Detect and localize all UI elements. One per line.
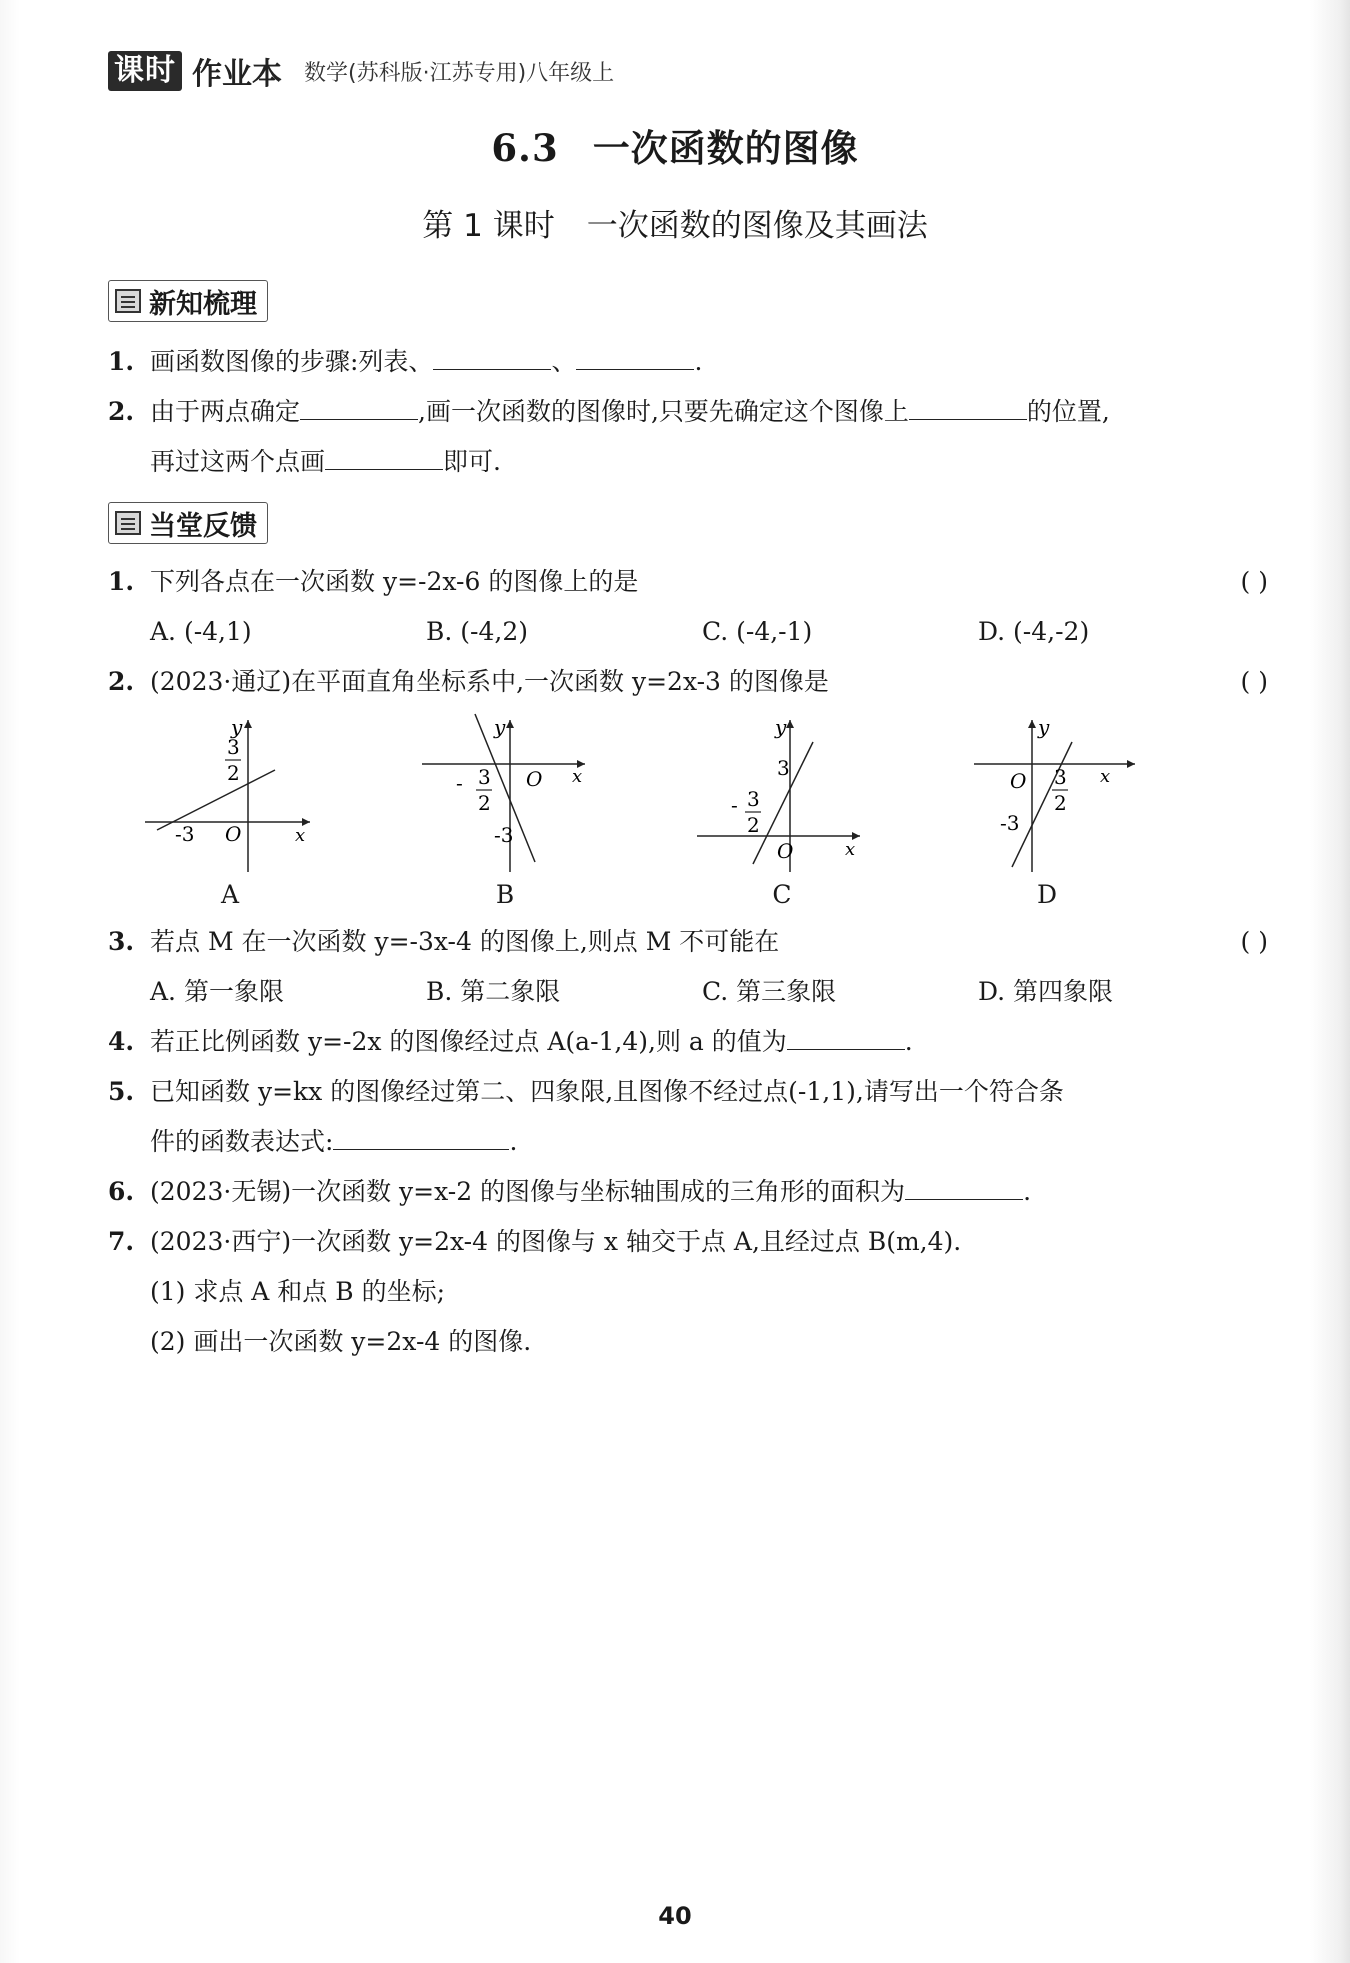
option-a[interactable]: A. (-4,1) [150, 617, 252, 646]
frac-den: 2 [478, 791, 491, 815]
y-arrow-icon [506, 720, 514, 728]
option-a[interactable]: A. 第一象限 [150, 977, 284, 1006]
frac-num: 3 [747, 787, 760, 811]
brand-logo: 课时 [108, 51, 182, 91]
question-text: 即可. [443, 447, 501, 476]
question-text: 再过这两个点画 [150, 447, 326, 476]
tick-label: -3 [494, 823, 514, 847]
page-number: 40 [658, 1902, 692, 1930]
question-text: ,画一次函数的图像时,只要先确定这个图像上 [418, 397, 909, 426]
origin-label: O [526, 767, 543, 791]
question-text: 下列各点在一次函数 y=-2x-6 的图像上的是 [150, 567, 639, 596]
x-label: x [1100, 766, 1111, 787]
review-section-label: 新知梳理 [149, 288, 257, 320]
origin-label: O [1010, 769, 1027, 793]
feedback-q3 [108, 922, 1268, 962]
option-d[interactable]: D. (-4,-2) [978, 617, 1090, 646]
option-b[interactable]: B. (-4,2) [426, 617, 528, 646]
graph-line [157, 770, 275, 830]
sub-question-text: (2) 画出一次函数 y=2x-4 的图像. [150, 1327, 532, 1356]
period: . [1023, 1177, 1032, 1206]
answer-blank[interactable] [576, 343, 694, 370]
question-number: 7. [108, 1227, 135, 1256]
y-label: y [494, 715, 506, 739]
period: . [904, 1027, 913, 1056]
feedback-q7 [108, 1222, 1268, 1262]
brand-text: 作业本 [192, 57, 282, 92]
x-label: x [845, 839, 856, 860]
question-text: (2023·通辽)在平面直角坐标系中,一次函数 y=2x-3 的图像是 [150, 667, 829, 696]
question-text: 若正比例函数 y=-2x 的图像经过点 A(a-1,4),则 a 的值为 [150, 1027, 787, 1056]
tick-label: -3 [1000, 811, 1020, 835]
option-b[interactable]: B. 第二象限 [426, 977, 561, 1006]
lesson-title-text: 一次函数的图像及其画法 [586, 208, 928, 244]
question-text: 的位置, [1026, 397, 1110, 426]
feedback-q5 [108, 1072, 1268, 1112]
question-text: 件的函数表达式: [150, 1127, 334, 1156]
feedback-q6 [108, 1172, 1268, 1212]
option-d[interactable]: D. 第四象限 [978, 977, 1114, 1006]
question-number: 2. [108, 667, 135, 696]
review-q2 [108, 392, 1268, 432]
graph-b[interactable] [420, 712, 590, 882]
feedback-q5-cont [108, 1122, 1310, 1162]
feedback-section-label: 当堂反馈 [149, 510, 257, 542]
graph-d-label: D [1036, 880, 1058, 909]
question-number: 3. [108, 927, 135, 956]
minus-sign: - [456, 771, 463, 795]
answer-blank[interactable] [909, 393, 1027, 420]
answer-blank[interactable] [300, 393, 418, 420]
question-text: 已知函数 y=kx 的图像经过第二、四象限,且图像不经过点(-1,1),请写出一个符合条 [150, 1077, 1064, 1106]
answer-blank[interactable] [905, 1173, 1023, 1200]
answer-parentheses[interactable]: ( ) [1240, 667, 1268, 696]
question-text: 由于两点确定 [150, 397, 301, 426]
option-c[interactable]: C. (-4,-1) [702, 617, 813, 646]
review-q2-cont [108, 442, 1310, 482]
option-c[interactable]: C. 第三象限 [702, 977, 837, 1006]
frac-den: 2 [747, 813, 760, 837]
graph-a-label: A [220, 880, 240, 909]
y-label: y [231, 715, 243, 739]
answer-parentheses[interactable]: ( ) [1240, 927, 1268, 956]
minus-sign: - [731, 793, 738, 817]
answer-blank[interactable] [433, 343, 551, 370]
lesson-title [0, 200, 1350, 245]
section-title-text: 一次函数的图像 [592, 126, 859, 170]
question-text: (2023·西宁)一次函数 y=2x-4 的图像与 x 轴交于点 A,且经过点 B(m,4). [150, 1227, 962, 1256]
graph-d[interactable] [970, 712, 1140, 882]
tick-label: 3 [777, 756, 790, 780]
feedback-q2 [108, 662, 1268, 702]
frac-den: 2 [227, 761, 240, 785]
feedback-q7-sub2 [108, 1322, 1310, 1362]
answer-blank[interactable] [787, 1023, 905, 1050]
y-arrow-icon [244, 720, 252, 728]
frac-num: 3 [478, 765, 491, 789]
question-number: 5. [108, 1077, 135, 1106]
feedback-q4 [108, 1022, 1268, 1062]
feedback-q1 [108, 562, 1268, 602]
frac-num: 3 [1054, 765, 1067, 789]
question-text: 若点 M 在一次函数 y=-3x-4 的图像上,则点 M 不可能在 [150, 927, 780, 956]
question-number: 2. [108, 397, 135, 426]
answer-blank[interactable] [333, 1123, 509, 1150]
pencil-icon [115, 511, 141, 535]
y-arrow-icon [1028, 720, 1036, 728]
graph-c[interactable] [695, 712, 865, 882]
x-arrow-icon [1127, 760, 1135, 768]
question-text: 画函数图像的步骤:列表、 [150, 347, 434, 376]
answer-blank[interactable] [325, 443, 443, 470]
subject-label: 数学(苏科版·江苏专用)八年级上 [304, 60, 615, 86]
page-header [108, 50, 614, 92]
origin-label: O [777, 839, 794, 863]
frac-num: 3 [227, 735, 240, 759]
graph-a[interactable] [145, 712, 315, 882]
origin-label: O [225, 822, 242, 846]
x-label: x [572, 766, 583, 787]
review-q1 [108, 342, 1268, 382]
graph-b-label: B [495, 880, 515, 909]
period: . [509, 1127, 518, 1156]
y-label: y [775, 715, 787, 739]
graph-c-label: C [772, 880, 792, 909]
sub-question-text: (1) 求点 A 和点 B 的坐标; [150, 1277, 445, 1306]
question-text: (2023·无锡)一次函数 y=x-2 的图像与坐标轴围成的三角形的面积为 [150, 1177, 906, 1206]
x-label: x [295, 825, 306, 846]
answer-parentheses[interactable]: ( ) [1240, 567, 1268, 596]
feedback-section-tag [108, 502, 268, 544]
y-arrow-icon [786, 720, 794, 728]
lesson-number: 第 1 课时 [422, 208, 555, 244]
frac-den: 2 [1054, 791, 1067, 815]
review-section-tag [108, 280, 268, 322]
section-number: 6.3 [491, 126, 559, 170]
book-icon [115, 289, 141, 313]
question-number: 1. [108, 567, 135, 596]
y-label: y [1038, 715, 1050, 739]
separator: 、 [551, 347, 577, 376]
period: . [694, 347, 703, 376]
question-number: 1. [108, 347, 135, 376]
tick-label: -3 [175, 822, 195, 846]
section-title [0, 118, 1350, 172]
question-number: 4. [108, 1027, 135, 1056]
feedback-q7-sub1 [108, 1272, 1310, 1312]
question-number: 6. [108, 1177, 135, 1206]
